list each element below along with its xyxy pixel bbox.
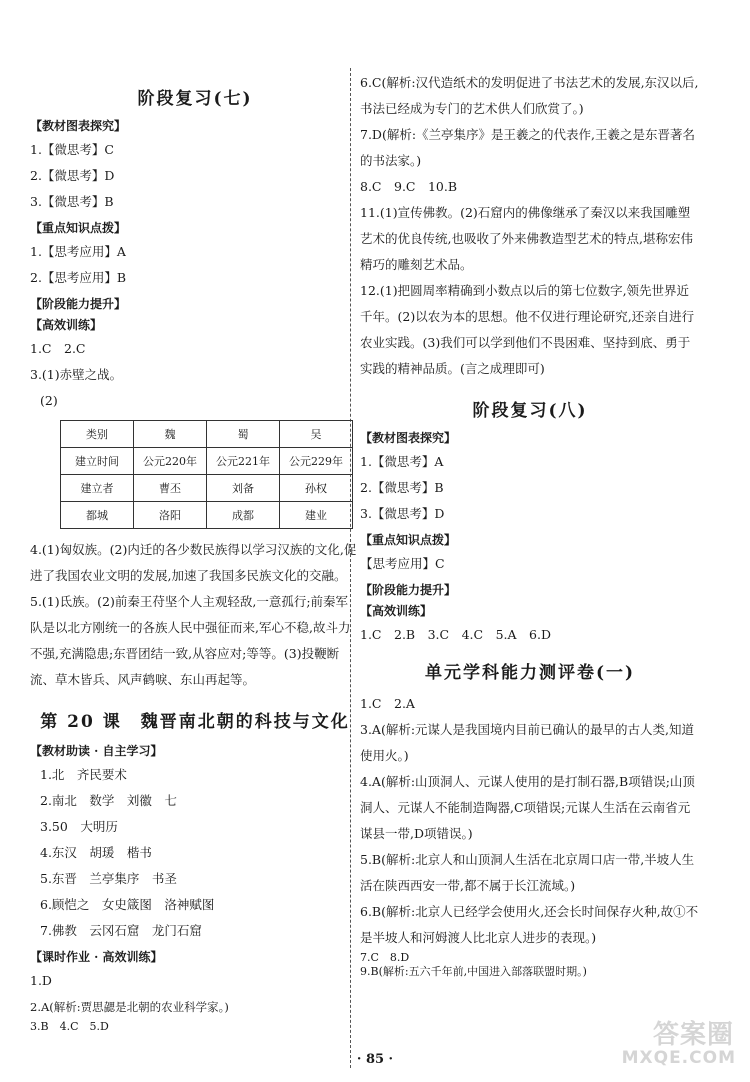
answer-line: 2.A(解析:贾思勰是北朝的农业科学家。) — [30, 1000, 229, 1014]
watermark-domain: MXQE.COM — [621, 1048, 736, 1068]
right-column — [360, 70, 700, 979]
table-cell: 吴 — [280, 421, 353, 448]
table-cell: 建立时间 — [61, 448, 134, 475]
answer-paragraph: 12.(1)把圆周率精确到小数点以后的第七位数字,领先世界近千年。(2)以农为本的思想。他不仅进行理论研究,还亲自进行农业实践。(3)我们可以学到他们不畏困难、坚持到底、勇于实践的精神品质。(言之成理即可) — [360, 283, 695, 376]
section-heading: 【课时作业 · 高效训练】 — [30, 950, 163, 964]
answer-line: 1.【微思考】A — [360, 454, 444, 469]
section-heading: 【高效训练】 — [360, 604, 433, 618]
answer-line: 3.【微思考】B — [30, 194, 114, 209]
table-cell: 公元229年 — [280, 448, 353, 475]
three-kingdoms-table — [60, 420, 353, 529]
answer-line: 3.【微思考】D — [360, 506, 445, 521]
table-row — [61, 421, 353, 448]
table-cell: 成都 — [207, 502, 280, 529]
section-heading: 【重点知识点拨】 — [30, 221, 127, 235]
answer-paragraph: 3.A(解析:元谋人是我国境内目前已确认的最早的古人类,知道使用火。) — [360, 722, 695, 763]
watermark-logo — [600, 1010, 740, 1070]
left-column — [30, 62, 360, 1034]
table-cell: 蜀 — [207, 421, 280, 448]
table-cell: 类别 — [61, 421, 134, 448]
answer-line: 2.【微思考】B — [360, 480, 444, 495]
study-line: 5.东晋 兰亭集序 书圣 — [40, 871, 177, 886]
table-cell: 刘备 — [207, 475, 280, 502]
study-line: 4.东汉 胡瑗 楷书 — [40, 845, 152, 860]
answer-line: 1.C 2.C — [30, 341, 86, 356]
lesson-20-title: 第 20 课 魏晋南北朝的科技与文化 — [40, 712, 350, 732]
answer-line: 7.C 8.D — [360, 951, 410, 964]
section-heading: 【教材助读 · 自主学习】 — [30, 744, 163, 758]
study-line: 3.50 大明历 — [40, 819, 118, 834]
answer-line: 8.C 9.C 10.B — [360, 179, 458, 194]
answer-paragraph: 5.B(解析:北京人和山顶洞人生活在北京周口店一带,半坡人生活在陕西西安一带,都不属于长江流域。) — [360, 852, 695, 893]
watermark-text: 答案圈 — [652, 1020, 734, 1050]
answer-line: 1.D — [30, 973, 52, 988]
table-cell: 孙权 — [280, 475, 353, 502]
study-line: 6.顾恺之 女史箴图 洛神赋图 — [40, 897, 215, 912]
answer-line: 2.【思考应用】B — [30, 270, 127, 285]
answer-paragraph: 4.A(解析:山顶洞人、元谋人使用的是打制石器,B项错误;山顶洞人、元谋人不能制造陶器,C项错误;元谋人生活在云南省元谋县一带,D项错误。) — [360, 774, 695, 841]
answer-line: 1.C 2.B 3.C 4.C 5.A 6.D — [360, 627, 551, 642]
answer-line: 1.【思考应用】A — [30, 244, 126, 259]
study-line: 7.佛教 云冈石窟 龙门石窟 — [40, 923, 202, 938]
answer-paragraph: 6.C(解析:汉代造纸术的发明促进了书法艺术的发展,东汉以后,书法已经成为专门的艺术供人们欣赏了。) — [360, 75, 699, 116]
page-number: · 85 · — [356, 1052, 394, 1067]
table-row — [61, 502, 353, 529]
table-cell: 公元221年 — [207, 448, 280, 475]
section-heading: 【重点知识点拨】 — [360, 533, 457, 547]
answer-paragraph: 4.(1)匈奴族。(2)内迁的各少数民族得以学习汉族的文化,促进了我国农业文明的发展,加速了我国多民族文化的交融。 — [30, 542, 357, 583]
answer-line: 9.B(解析:五六千年前,中国进入部落联盟时期。) — [360, 965, 587, 978]
answer-line: 3.B 4.C 5.D — [30, 1020, 109, 1033]
answer-line: 3.(1)赤壁之战。 — [30, 367, 123, 382]
study-line: 1.北 齐民要术 — [40, 767, 127, 782]
answer-paragraph: 5.(1)氐族。(2)前秦王苻坚个人主观轻敌,一意孤行;前秦军队是以北方刚统一的各族人民中强征而来,军心不稳,故斗力不强,充满隐患;东晋团结一致,从容应对;等等。(3)投鞭断流、草木皆兵、风声鹤唳、东山再起等。 — [30, 594, 351, 687]
answer-paragraph: 11.(1)宣传佛教。(2)石窟内的佛像继承了秦汉以来我国雕塑艺术的优良传统,也吸收了外来佛教造型艺术的特点,堪称宏伟精巧的雕刻艺术品。 — [360, 205, 693, 272]
answer-line: (2) — [40, 393, 58, 408]
answer-paragraph: 6.B(解析:北京人已经学会使用火,还会长时间保存火种,故①不是半坡人和河姆渡人比北京人进步的表现。) — [360, 904, 699, 945]
answer-line: 1.【微思考】C — [30, 142, 114, 157]
answer-line: 2.【微思考】D — [30, 168, 115, 183]
table-cell: 都城 — [61, 502, 134, 529]
table-cell: 建业 — [280, 502, 353, 529]
table-cell: 洛阳 — [134, 502, 207, 529]
table-row — [61, 448, 353, 475]
answer-paragraph: 7.D(解析:《兰亭集序》是王羲之的代表作,王羲之是东晋著名的书法家。) — [360, 127, 696, 168]
table-row — [61, 475, 353, 502]
table-cell: 公元220年 — [134, 448, 207, 475]
table-cell: 曹丕 — [134, 475, 207, 502]
section-heading: 【阶段能力提升】 — [30, 297, 127, 311]
answer-line: 【思考应用】C — [360, 556, 445, 571]
unit-test-title: 单元学科能力测评卷(一) — [424, 663, 636, 683]
study-line: 2.南北 数学 刘徽 七 — [40, 793, 177, 808]
section-heading: 【高效训练】 — [30, 318, 103, 332]
table-cell: 建立者 — [61, 475, 134, 502]
section-heading: 【教材图表探究】 — [360, 431, 457, 445]
stage-review-8-title: 阶段复习(八) — [472, 401, 588, 421]
table-cell: 魏 — [134, 421, 207, 448]
answer-line: 1.C 2.A — [360, 696, 415, 711]
section-heading: 【阶段能力提升】 — [360, 583, 457, 597]
stage-review-7-title: 阶段复习(七) — [137, 89, 253, 109]
section-heading: 【教材图表探究】 — [30, 119, 127, 133]
